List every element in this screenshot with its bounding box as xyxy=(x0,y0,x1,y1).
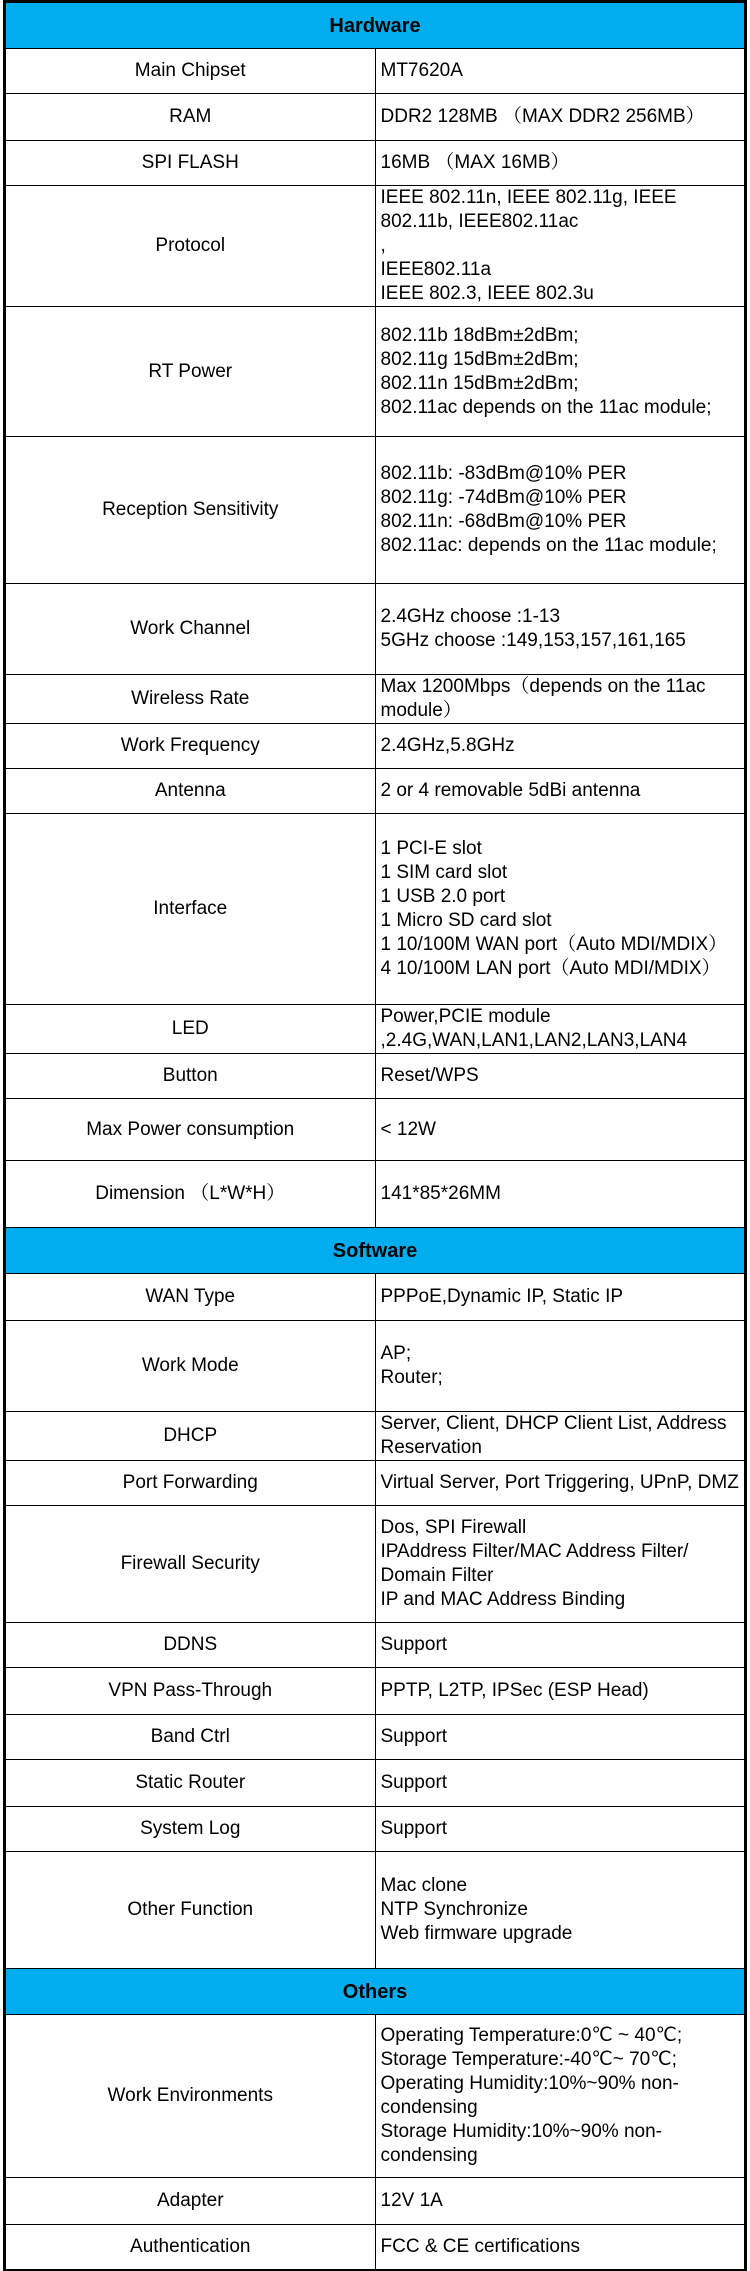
spec-label: Adapter xyxy=(6,2178,376,2225)
spec-label: Dimension （L*W*H） xyxy=(6,1161,376,1228)
spec-label: Work Mode xyxy=(6,1321,376,1412)
spec-value-line: 2 or 4 removable 5dBi antenna xyxy=(380,780,641,801)
spec-row-system-log xyxy=(6,1807,745,1852)
spec-table-body xyxy=(6,3,745,2270)
spec-value xyxy=(375,814,745,1005)
spec-value xyxy=(375,437,745,584)
spec-label: Other Function xyxy=(6,1852,376,1969)
spec-row-antenna xyxy=(6,769,745,814)
spec-value xyxy=(375,724,745,769)
spec-value-line: 1 USB 2.0 port xyxy=(380,886,506,907)
spec-value-line: 802.11n: -68dBm@10% PER xyxy=(380,511,627,532)
spec-value-line: 16MB （MAX 16MB） xyxy=(380,152,570,173)
spec-value-line: 2.4GHz,5.8GHz xyxy=(380,735,515,756)
spec-value-line: 802.11ac: depends on the 11ac module; xyxy=(380,535,717,556)
spec-value xyxy=(375,49,745,94)
spec-row-max-power-consumption xyxy=(6,1099,745,1161)
spec-value-line: Router; xyxy=(380,1367,443,1388)
spec-value-line: , xyxy=(380,235,386,256)
spec-label: Antenna xyxy=(6,769,376,814)
spec-value xyxy=(375,1161,745,1228)
section-title: Software xyxy=(6,1228,745,1274)
spec-value-line: Web firmware upgrade xyxy=(380,1923,573,1944)
spec-value-line: Operating Temperature:0℃ ~ 40℃; xyxy=(380,2025,683,2046)
spec-label: Work Environments xyxy=(6,2015,376,2178)
spec-table xyxy=(5,2,745,2270)
spec-label: Authentication xyxy=(6,2225,376,2270)
spec-label: VPN Pass-Through xyxy=(6,1668,376,1715)
section-title: Others xyxy=(6,1969,745,2015)
spec-row-interface xyxy=(6,814,745,1005)
spec-value-line: Operating Humidity:10%~90% non-condensing xyxy=(380,2073,679,2118)
spec-value xyxy=(375,1807,745,1852)
spec-value-line: 12V 1A xyxy=(380,2190,443,2211)
spec-row-other-function xyxy=(6,1852,745,1969)
spec-row-work-channel xyxy=(6,584,745,675)
spec-row-work-environments xyxy=(6,2015,745,2178)
spec-row-work-frequency xyxy=(6,724,745,769)
spec-label: RAM xyxy=(6,94,376,141)
spec-value xyxy=(375,2225,745,2270)
spec-label: Max Power consumption xyxy=(6,1099,376,1161)
spec-value xyxy=(375,1852,745,1969)
spec-value-line: 802.11g 15dBm±2dBm; xyxy=(380,348,579,370)
spec-value xyxy=(375,675,745,724)
spec-row-ddns xyxy=(6,1623,745,1668)
spec-value-line: Storage Humidity:10%~90% non-condensing xyxy=(380,2121,662,2166)
spec-row-led xyxy=(6,1005,745,1054)
spec-row-button xyxy=(6,1054,745,1099)
spec-value-line: Support xyxy=(380,1726,448,1747)
spec-value-line: 802.11b 18dBm±2dBm; xyxy=(380,324,579,346)
spec-value-line: 5GHz choose :149,153,157,161,165 xyxy=(380,630,686,651)
spec-value-line: 1 SIM card slot xyxy=(380,862,508,883)
spec-value xyxy=(375,186,745,307)
spec-label: Firewall Security xyxy=(6,1506,376,1623)
spec-value xyxy=(375,1412,745,1461)
spec-row-reception-sensitivity xyxy=(6,437,745,584)
spec-value-line: DDR2 128MB （MAX DDR2 256MB） xyxy=(380,106,705,127)
spec-label: LED xyxy=(6,1005,376,1054)
spec-value xyxy=(375,584,745,675)
spec-value-line: 4 10/100M LAN port（Auto MDI/MDIX） xyxy=(380,958,721,979)
section-header-others xyxy=(6,1969,745,2015)
spec-label: Protocol xyxy=(6,186,376,307)
spec-value xyxy=(375,1715,745,1760)
spec-label: Reception Sensitivity xyxy=(6,437,376,584)
spec-value-line: 802.11ac depends on the 11ac module; xyxy=(380,396,712,418)
spec-value xyxy=(375,2178,745,2225)
spec-value-line: PPPoE,Dynamic IP, Static IP xyxy=(380,1286,624,1307)
spec-row-firewall-security xyxy=(6,1506,745,1623)
spec-value-line: Reset/WPS xyxy=(380,1065,479,1086)
spec-row-band-ctrl xyxy=(6,1715,745,1760)
spec-label: DDNS xyxy=(6,1623,376,1668)
spec-value-line: 2.4GHz choose :1-13 xyxy=(380,606,561,627)
spec-row-main-chipset xyxy=(6,49,745,94)
spec-value-line: < 12W xyxy=(380,1118,436,1140)
spec-row-dhcp xyxy=(6,1412,745,1461)
spec-row-wan-type xyxy=(6,1274,745,1321)
spec-label: SPI FLASH xyxy=(6,141,376,186)
spec-value-line: 802.11b: -83dBm@10% PER xyxy=(380,463,627,484)
spec-row-ram xyxy=(6,94,745,141)
spec-sheet xyxy=(3,0,747,2271)
spec-value xyxy=(375,1054,745,1099)
spec-value-line: 1 10/100M WAN port（Auto MDI/MDIX） xyxy=(380,934,728,955)
spec-value-line: Power,PCIE module ,2.4G,WAN,LAN1,LAN2,LAN3,LAN4 xyxy=(380,1006,688,1051)
spec-value xyxy=(375,1760,745,1807)
spec-value-line: 802.11n 15dBm±2dBm; xyxy=(380,372,579,394)
spec-value xyxy=(375,1461,745,1506)
section-header-hardware xyxy=(6,3,745,49)
spec-value xyxy=(375,1274,745,1321)
spec-value-line: Support xyxy=(380,1634,448,1655)
spec-value xyxy=(375,307,745,437)
spec-value-line: PPTP, L2TP, IPSec (ESP Head) xyxy=(380,1680,649,1701)
spec-row-adapter xyxy=(6,2178,745,2225)
section-title: Hardware xyxy=(6,3,745,49)
spec-label: Button xyxy=(6,1054,376,1099)
spec-row-authentication xyxy=(6,2225,745,2270)
spec-value-line: NTP Synchronize xyxy=(380,1899,528,1920)
spec-value-line: Dos, SPI Firewall xyxy=(380,1517,527,1538)
spec-value xyxy=(375,141,745,186)
spec-value xyxy=(375,2015,745,2178)
spec-label: Interface xyxy=(6,814,376,1005)
spec-value xyxy=(375,1623,745,1668)
spec-value-line: IEEE802.11a xyxy=(380,259,492,280)
spec-label: System Log xyxy=(6,1807,376,1852)
spec-value xyxy=(375,1005,745,1054)
spec-value-line: Storage Temperature:-40℃~ 70℃; xyxy=(380,2049,677,2070)
spec-label: Wireless Rate xyxy=(6,675,376,724)
spec-value xyxy=(375,1321,745,1412)
spec-row-dimension-l-w-h xyxy=(6,1161,745,1228)
spec-label: WAN Type xyxy=(6,1274,376,1321)
spec-row-rt-power xyxy=(6,307,745,437)
spec-label: Band Ctrl xyxy=(6,1715,376,1760)
spec-row-static-router xyxy=(6,1760,745,1807)
spec-value-line: MT7620A xyxy=(380,60,463,81)
spec-value-line: Max 1200Mbps（depends on the 11ac module） xyxy=(380,676,711,721)
spec-row-wireless-rate xyxy=(6,675,745,724)
spec-label: Main Chipset xyxy=(6,49,376,94)
spec-value xyxy=(375,94,745,141)
spec-row-vpn-pass-through xyxy=(6,1668,745,1715)
spec-label: DHCP xyxy=(6,1412,376,1461)
spec-value-line: FCC & CE certifications xyxy=(380,2236,581,2257)
spec-row-port-forwarding xyxy=(6,1461,745,1506)
spec-row-spi-flash xyxy=(6,141,745,186)
spec-value-line: Server, Client, DHCP Client List, Address Reservation xyxy=(380,1413,732,1458)
spec-value-line: Support xyxy=(380,1818,448,1839)
spec-label: Static Router xyxy=(6,1760,376,1807)
spec-value-line: Support xyxy=(380,1772,448,1793)
spec-value-line: 1 Micro SD card slot xyxy=(380,910,552,931)
spec-value-line: 141*85*26MM xyxy=(380,1183,501,1204)
spec-value-line: IEEE 802.11n, IEEE 802.11g, IEEE 802.11b, IEEE802.11ac xyxy=(380,187,682,232)
spec-row-protocol xyxy=(6,186,745,307)
spec-value xyxy=(375,1099,745,1161)
spec-row-work-mode xyxy=(6,1321,745,1412)
spec-value xyxy=(375,769,745,814)
spec-label: RT Power xyxy=(6,307,376,437)
spec-value xyxy=(375,1668,745,1715)
spec-value xyxy=(375,1506,745,1623)
section-header-software xyxy=(6,1228,745,1274)
spec-value-line: IP and MAC Address Binding xyxy=(380,1589,626,1610)
spec-value-line: 1 PCI-E slot xyxy=(380,838,482,859)
spec-label: Work Channel xyxy=(6,584,376,675)
spec-value-line: Virtual Server, Port Triggering, UPnP, DMZ xyxy=(380,1472,739,1493)
spec-value-line: 802.11g: -74dBm@10% PER xyxy=(380,487,627,508)
spec-value-line: AP; xyxy=(380,1343,412,1364)
spec-value-line: IPAddress Filter/MAC Address Filter/ Domain Filter xyxy=(380,1541,694,1586)
spec-label: Work Frequency xyxy=(6,724,376,769)
spec-value-line: IEEE 802.3, IEEE 802.3u xyxy=(380,283,594,304)
spec-value-line: Mac clone xyxy=(380,1875,468,1896)
spec-label: Port Forwarding xyxy=(6,1461,376,1506)
